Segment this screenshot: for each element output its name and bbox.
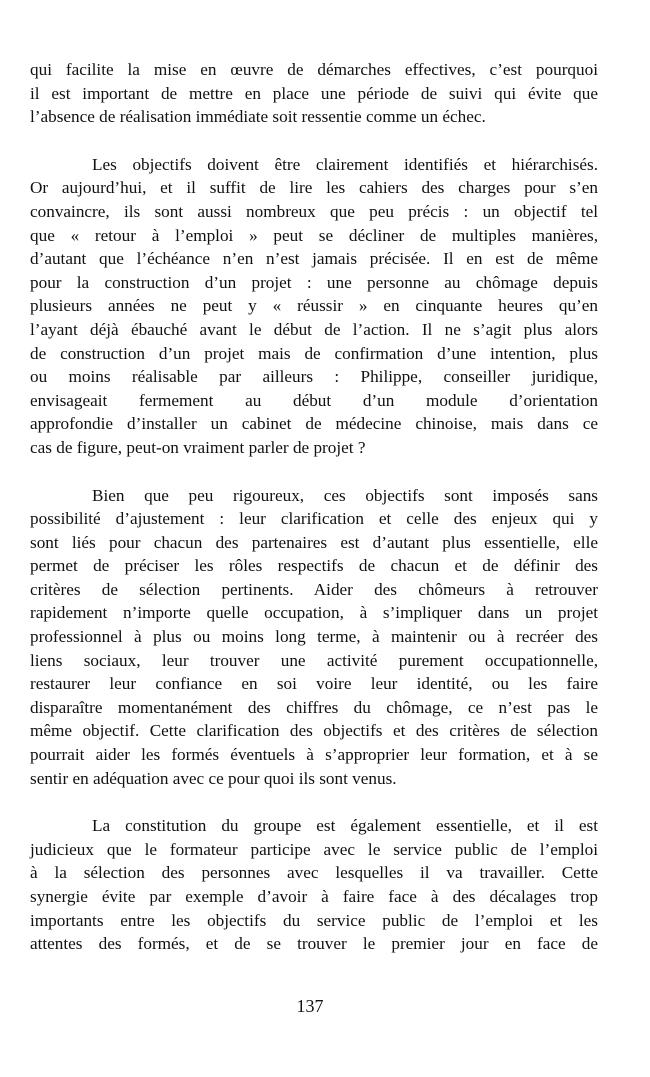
text-line: plusieurs années ne peut y « réussir » en cinquante heures qu’en xyxy=(30,296,598,316)
text-line: à la sélection des personnes avec lesquelles il va travailler. Cette xyxy=(30,863,598,883)
text-line: importants entre les objectifs du service public de l’emploi et les xyxy=(30,910,598,930)
text-line: permet de préciser les rôles respectifs de chacun et de définir des xyxy=(30,556,598,576)
text-line: restaurer leur confiance en soi voire leur identité, ou les faire xyxy=(30,674,598,694)
text-line: d’autant que l’échéance n’en n’est jamais précisée. Il en est de même xyxy=(30,249,598,269)
paragraph xyxy=(30,58,598,129)
text-line: professionnel à plus ou moins long terme, à maintenir ou à recréer des xyxy=(30,627,598,647)
text-line: rapidement n’importe quelle occupation, à s’impliquer dans un projet xyxy=(30,603,598,623)
text-line: l’ayant déjà ébauché avant le début de l’action. Il ne s’agit plus alors xyxy=(30,319,598,339)
text-line: qui facilite la mise en œuvre de démarches effectives, c’est pourquoi xyxy=(30,60,598,79)
text-line: ou moins réalisable par ailleurs : Philippe, conseiller juridique, xyxy=(30,367,598,387)
text-line: envisageait fermement au début d’un module d’orientation xyxy=(30,390,598,410)
text-line: critères de sélection pertinents. Aider des chômeurs à retrouver xyxy=(30,579,598,599)
text-line: que « retour à l’emploi » peut se décliner de multiples manières, xyxy=(30,225,598,245)
text-line: convaincre, ils sont aussi nombreux que peu précis : un objectif tel xyxy=(30,201,598,221)
paragraph xyxy=(30,153,598,460)
text-line: cas de figure, peut-on vraiment parler de projet ? xyxy=(30,437,366,457)
text-line: pourrait aider les formés éventuels à s’approprier leur formation, et à se xyxy=(30,745,598,765)
text-line: il est important de mettre en place une période de suivi qui évite que xyxy=(30,83,598,103)
page-number: 137 xyxy=(296,996,324,1016)
text-line: Or aujourd’hui, et il suffit de lire les cahiers des charges pour s’en xyxy=(30,178,598,198)
text-line: disparaître momentanément des chiffres du chômage, ce n’est pas le xyxy=(30,697,598,717)
text-line: attentes des formés, et de se trouver le premier jour en face de xyxy=(30,934,598,954)
text-line: Les objectifs doivent être clairement identifiés et hiérarchisés. xyxy=(92,154,598,174)
text-line: sont liés pour chacun des partenaires est d’autant plus essentielle, elle xyxy=(30,532,598,552)
text-line: sentir en adéquation avec ce pour quoi ils sont venus. xyxy=(30,768,397,788)
paragraph xyxy=(30,814,598,956)
page-body xyxy=(30,58,598,980)
text-line: synergie évite par exemple d’avoir à faire face à des décalages trop xyxy=(30,887,598,906)
text-line: possibilité d’ajustement : leur clarification et celle des enjeux qui y xyxy=(30,509,598,529)
text-line: l’absence de réalisation immédiate soit ressentie comme un échec. xyxy=(30,107,486,127)
text-line: judicieux que le formateur participe avec le service public de l’emploi xyxy=(30,839,598,859)
paragraph xyxy=(30,484,598,791)
text-line: Bien que peu rigoureux, ces objectifs sont imposés sans xyxy=(92,485,598,505)
text-line: La constitution du groupe est également essentielle, et il est xyxy=(92,816,598,836)
text-line: même objectif. Cette clarification des objectifs et des critères de sélection xyxy=(30,721,598,741)
text-line: de construction d’un projet mais de confirmation d’une intention, plus xyxy=(30,343,598,363)
text-line: liens sociaux, leur trouver une activité purement occupationnelle, xyxy=(30,650,598,670)
text-line: pour la construction d’un projet : une personne au chômage depuis xyxy=(30,272,598,292)
text-line: approfondie d’installer un cabinet de médecine chinoise, mais dans ce xyxy=(30,414,598,434)
